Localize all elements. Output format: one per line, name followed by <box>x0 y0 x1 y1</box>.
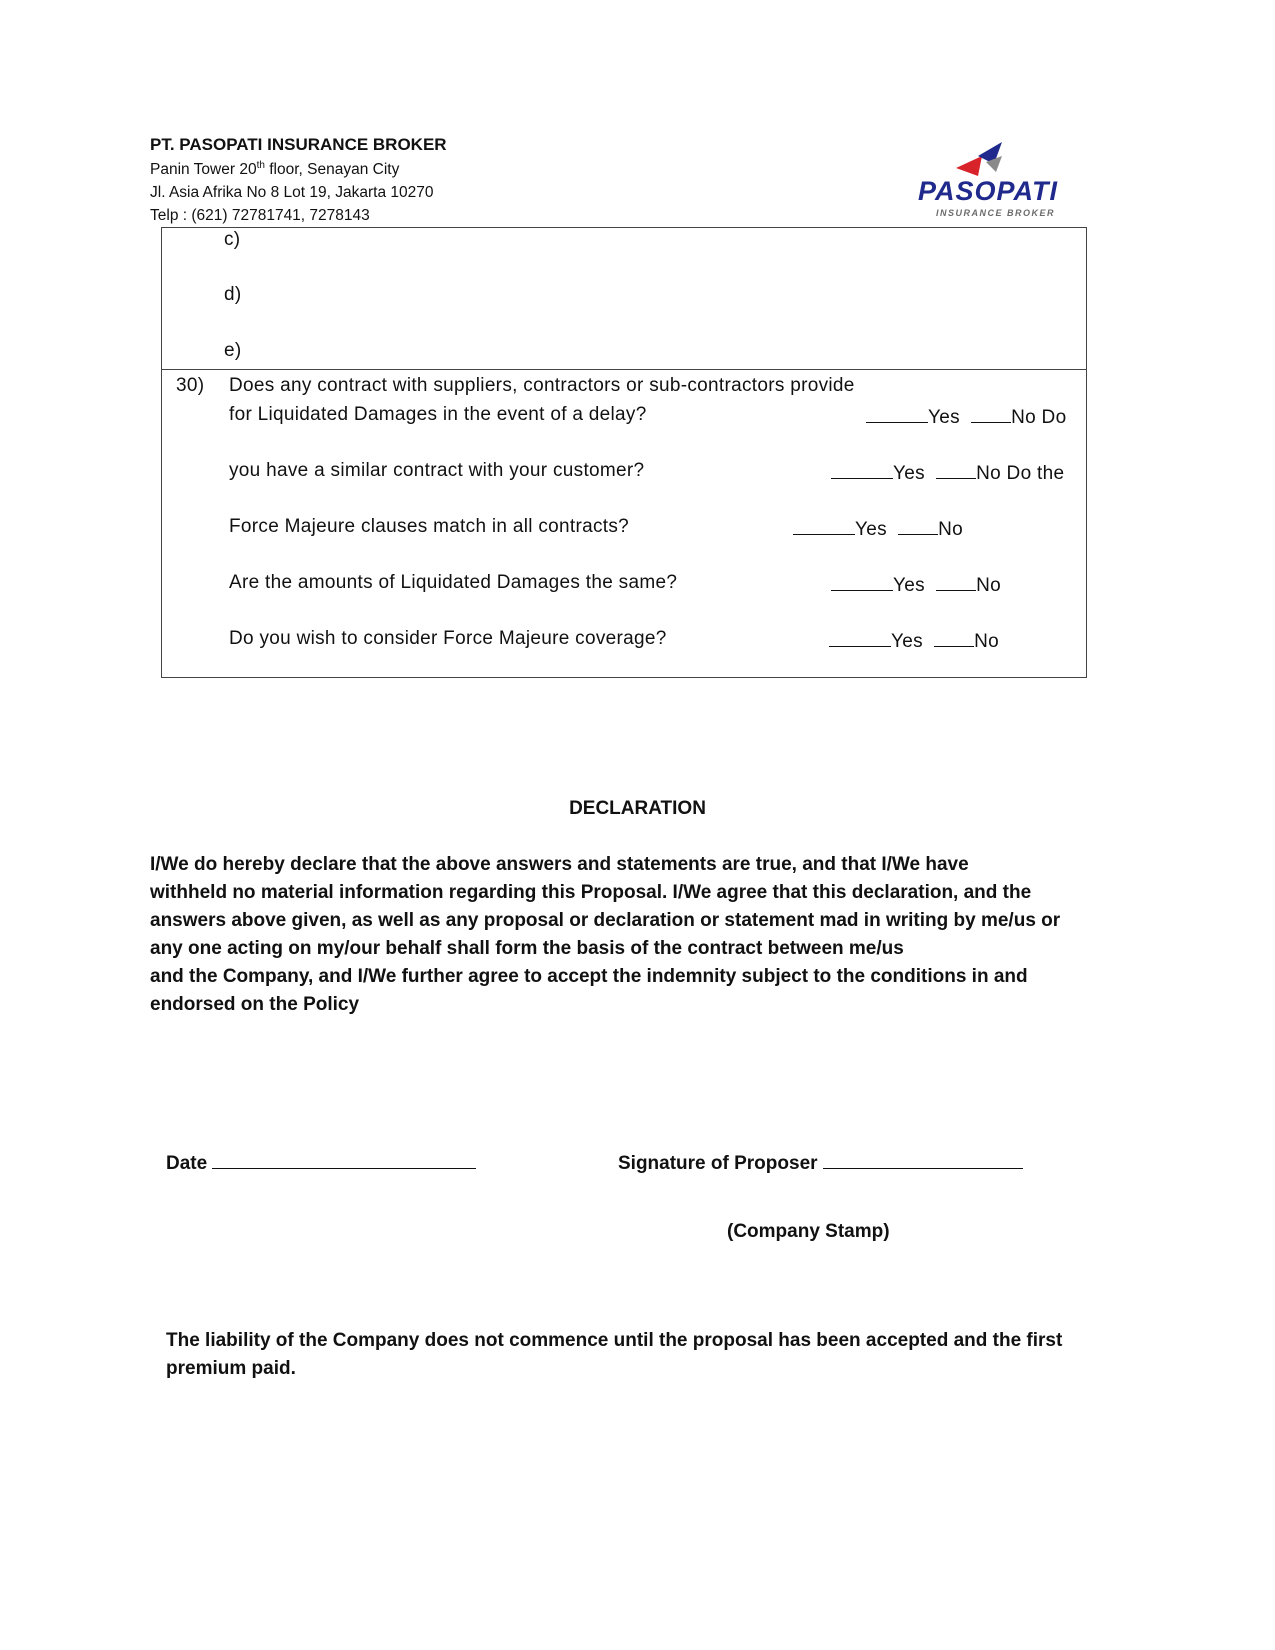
yes-label: Yes <box>891 631 923 652</box>
logo-subtext: INSURANCE BROKER <box>936 208 1056 218</box>
no-blank[interactable] <box>898 516 938 535</box>
question-30-line-5: Are the amounts of Liquidated Damages the same? <box>229 572 678 593</box>
question-30-line-4: Force Majeure clauses match in all contracts? <box>229 516 629 537</box>
yes-blank[interactable] <box>793 516 855 535</box>
no-blank[interactable] <box>934 628 974 647</box>
item-e-label: e) <box>224 340 242 361</box>
answer-row-1[interactable] <box>866 404 1066 429</box>
date-label: Date <box>166 1153 208 1174</box>
address-line-2: Jl. Asia Afrika No 8 Lot 19, Jakarta 10270 <box>150 184 434 201</box>
yes-blank[interactable] <box>831 460 893 479</box>
declaration-line: answers above given, as well as any proposal or declaration or statement mad in writing by me/us or <box>150 910 1061 931</box>
question-30-line-1: Does any contract with suppliers, contractors or sub-contractors provide <box>229 375 855 396</box>
signature-field[interactable] <box>618 1150 1023 1175</box>
yes-label: Yes <box>893 463 925 484</box>
answer-row-5[interactable] <box>829 628 999 653</box>
no-blank[interactable] <box>936 572 976 591</box>
yes-label: Yes <box>893 575 925 596</box>
no-label: No <box>938 519 963 540</box>
declaration-line: endorsed on the Policy <box>150 994 360 1015</box>
signature-blank[interactable] <box>823 1150 1023 1169</box>
item-c-label: c) <box>224 229 241 250</box>
question-30-line-6: Do you wish to consider Force Majeure coverage? <box>229 628 667 649</box>
address-line-1: Panin Tower 20th floor, Senayan City <box>150 160 400 179</box>
declaration-line: I/We do hereby declare that the above answers and statements are true, and that I/We have <box>150 854 969 875</box>
date-field[interactable] <box>166 1150 476 1175</box>
no-label: No Do <box>1011 407 1067 428</box>
declaration-line: any one acting on my/our behalf shall form the basis of the contract between me/us <box>150 938 904 959</box>
answer-row-2[interactable] <box>831 460 1064 485</box>
company-stamp-label: (Company Stamp) <box>727 1221 890 1242</box>
yes-label: Yes <box>855 519 887 540</box>
answer-box-upper <box>161 227 1087 370</box>
declaration-line: withheld no material information regarding this Proposal. I/We agree that this declaration, and the <box>150 882 1032 903</box>
yes-blank[interactable] <box>829 628 891 647</box>
pasopati-logo <box>918 142 1078 220</box>
no-blank[interactable] <box>936 460 976 479</box>
date-blank[interactable] <box>212 1150 476 1169</box>
yes-blank[interactable] <box>866 404 928 423</box>
liability-note-line: The liability of the Company does not commence until the proposal has been accepted and the first <box>166 1330 1063 1351</box>
phone-line: Telp : (621) 72781741, 7278143 <box>150 207 370 224</box>
company-name: PT. PASOPATI INSURANCE BROKER <box>150 135 447 154</box>
signature-label: Signature of Proposer <box>618 1153 818 1174</box>
yes-label: Yes <box>928 407 960 428</box>
item-d-label: d) <box>224 284 242 305</box>
no-label: No Do the <box>976 463 1065 484</box>
no-blank[interactable] <box>971 404 1011 423</box>
no-label: No <box>974 631 999 652</box>
question-30-line-2: for Liquidated Damages in the event of a delay? <box>229 404 647 425</box>
question-30-line-3: you have a similar contract with your customer? <box>229 460 645 481</box>
no-label: No <box>976 575 1001 596</box>
logo-wordmark: PASOPATI <box>918 176 1059 206</box>
logo-mark-icon <box>956 142 1006 178</box>
declaration-text <box>150 851 1130 1019</box>
declaration-title: DECLARATION <box>569 798 706 819</box>
declaration-line: and the Company, and I/We further agree to accept the indemnity subject to the conditions in and <box>150 966 1028 987</box>
yes-blank[interactable] <box>831 572 893 591</box>
liability-note-line: premium paid. <box>166 1358 296 1379</box>
answer-row-3[interactable] <box>793 516 963 541</box>
question-number: 30) <box>176 375 205 396</box>
answer-row-4[interactable] <box>831 572 1001 597</box>
liability-note <box>166 1327 1126 1383</box>
